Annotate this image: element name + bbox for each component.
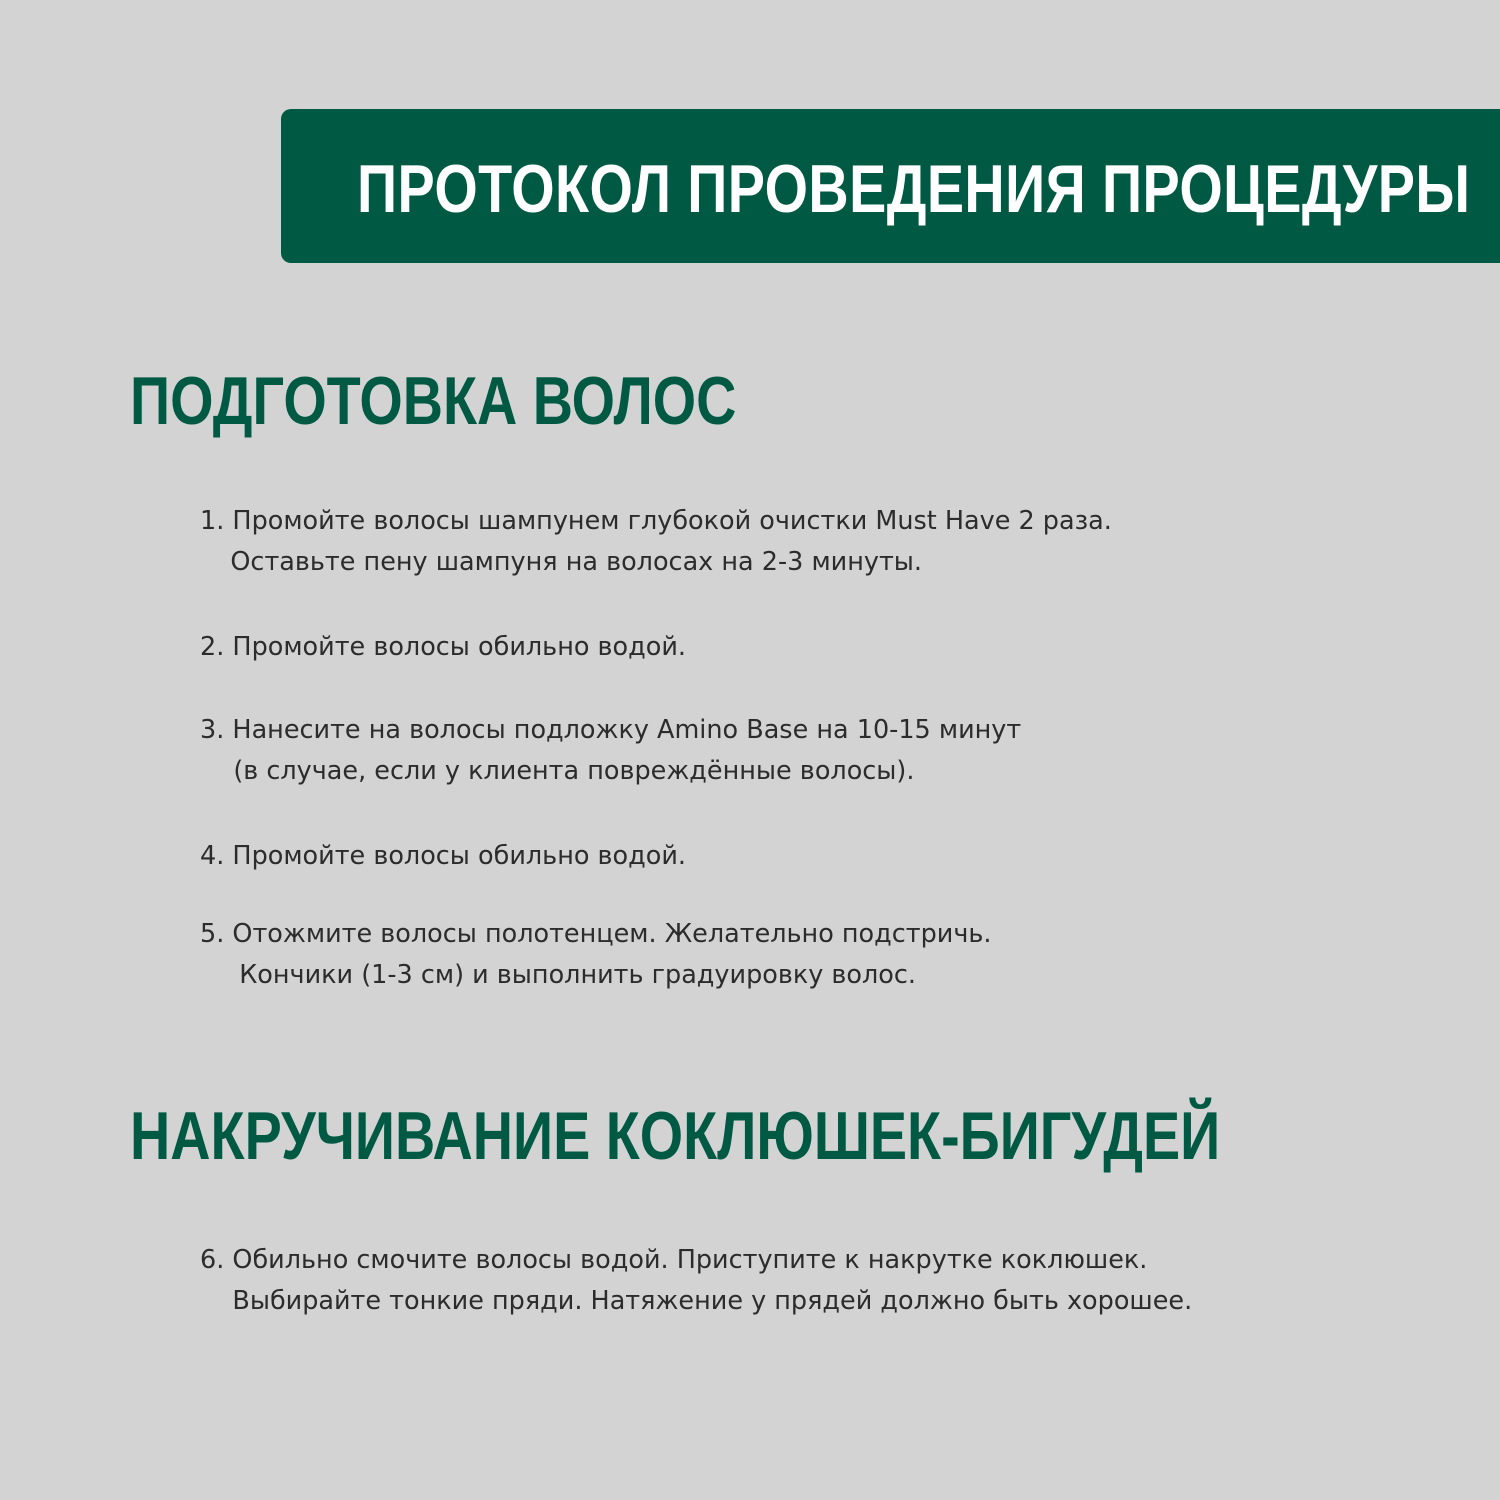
step-6-line-2: Выбирайте тонкие пряди. Натяжение у прядей должно быть хорошее. [232, 1286, 1193, 1316]
page-title: ПРОТОКОЛ ПРОВЕДЕНИЯ ПРОЦЕДУРЫ [357, 151, 1471, 227]
step-1-line-2: Оставьте пену шампуня на волосах на 2-3 минуты. [230, 547, 923, 577]
step-5-line-1: 5. Отожмите волосы полотенцем. Желательно подстричь. [200, 919, 992, 949]
step-2 [200, 627, 686, 668]
section-title-hair-preparation: ПОДГОТОВКА ВОЛОС [130, 363, 737, 439]
step-6 [200, 1240, 1192, 1322]
header-banner [281, 109, 1500, 263]
step-3-line-2: (в случае, если у клиента повреждённые волосы). [233, 756, 915, 786]
step-1-line-1: 1. Промойте волосы шампунем глубокой очистки Must Have 2 раза. [200, 506, 1112, 536]
step-4 [200, 836, 686, 877]
step-6-line-1: 6. Обильно смочите волосы водой. Приступите к накрутке коклюшек. [200, 1245, 1148, 1275]
step-5-line-2: Кончики (1-3 см) и выполнить градуировку волос. [239, 960, 917, 990]
section-title-curling: НАКРУЧИВАНИЕ КОКЛЮШЕК-БИГУДЕЙ [130, 1098, 1221, 1174]
step-5 [200, 914, 992, 996]
step-4-line-1: 4. Промойте волосы обильно водой. [200, 841, 687, 871]
step-3 [200, 710, 1021, 792]
step-2-line-1: 2. Промойте волосы обильно водой. [200, 632, 687, 662]
step-1 [200, 501, 1112, 583]
step-3-line-1: 3. Нанесите на волосы подложку Amino Base на 10-15 минут [200, 715, 1022, 745]
